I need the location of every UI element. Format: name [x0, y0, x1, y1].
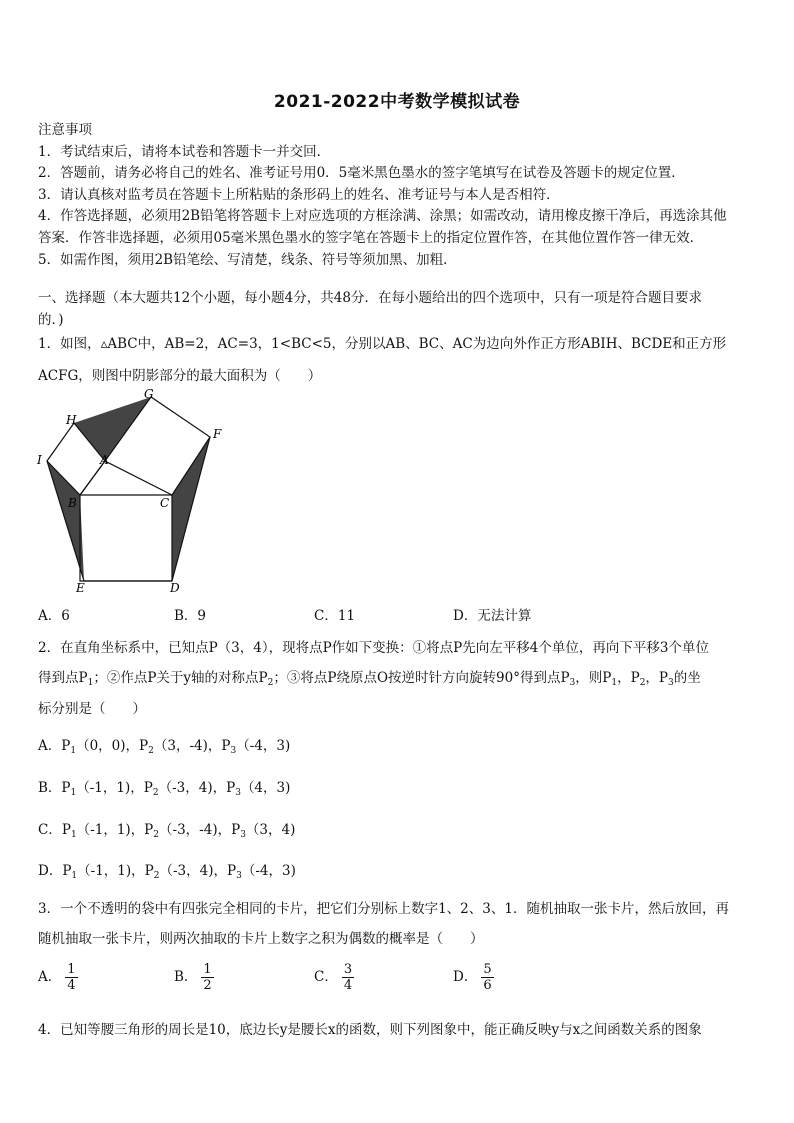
notes-heading: 注意事项 — [38, 122, 92, 138]
exam-title: 2021-2022中考数学模拟试卷 — [273, 92, 521, 112]
q1-geometry-figure — [32, 386, 232, 596]
q1-option-b: B．9 — [174, 608, 207, 624]
label-g: G — [144, 387, 154, 401]
q3-option-c: C． $\frac{3}{4}$ — [314, 962, 353, 993]
q2-option-c: C．$P_1(-1$，1)，$P_2(-3$，-4)，$P_3(3$，4) — [38, 822, 296, 840]
label-c: C — [160, 496, 170, 510]
q2-option-b: B．$P_1(-1$，1)，$P_2(-3$，4)，$P_3(4$，3) — [38, 780, 291, 798]
q1-option-d: D．无法计算 — [453, 608, 532, 624]
q1-text-line2: ACFG，则图中阴影部分的最大面积为（ ） — [38, 368, 322, 384]
q2-option-a: A．$P_1(0$，0)，$P_2(3$，-4)，$P_3(-4$，3) — [38, 738, 291, 756]
q1-option-c: C．11 — [314, 608, 356, 624]
q2-text-line2: 得到点$P_1$；②作点P关于y轴的对称点$P_2$；③将点P绕原点O按逆时针方向旋转90°得到点$P_3$，则$P_1$，$P_2$，$P_3$的坐 — [38, 670, 701, 688]
q3-option-a: A． $\frac{1}{4}$ — [38, 962, 76, 993]
note-item: 2．答题前，请务必将自己的姓名、准考证号用0．5毫米黑色墨水的签字笔填写在试卷及答题卡的规定位置． — [38, 165, 685, 182]
note-item: 4．作答选择题，必须用2B铅笔将答题卡上对应选项的方框涂满、涂黑；如需改动，请用橡皮擦干净后，再选涂其他 — [38, 208, 727, 225]
label-h: H — [66, 413, 77, 427]
square-bcde — [80, 495, 172, 581]
label-i: I — [37, 453, 42, 467]
label-a: A — [100, 453, 109, 467]
notes-block — [38, 120, 727, 271]
label-e: E — [76, 581, 85, 595]
note-item: 1．考试结束后，请将本试卷和答题卡一并交回． — [38, 143, 331, 160]
q3-option-b: B． $\frac{1}{2}$ — [174, 962, 212, 993]
q3-option-d: D． $\frac{5}{6}$ — [453, 962, 492, 993]
q1-option-a: A．6 — [38, 608, 70, 624]
q3-text-line2: 随机抽取一张卡片，则两次抽取的卡片上数字之积为偶数的概率是（ ） — [38, 931, 484, 947]
note-item: 3．请认真核对监考员在答题卡上所粘贴的条形码上的姓名、准考证号与本人是否相符． — [38, 186, 560, 203]
label-d: D — [170, 581, 180, 595]
section-line: 的．) — [38, 312, 64, 328]
note-item: 答案．作答非选择题，必须用05毫米黑色墨水的签字笔在答题卡上的指定位置作答，在其他位置作答一律无效． — [38, 229, 704, 246]
label-b: B — [68, 496, 77, 510]
q2-text-line1: 2．在直角坐标系中，已知点P（3，4），现将点P作如下变换：①将点P先向左平移4个单位，再向下平移3个单位 — [38, 640, 709, 656]
section-line: 一、选择题（本大题共12个小题，每小题4分，共48分．在每小题给出的四个选项中，只有一项是符合题目要求 — [38, 290, 702, 306]
label-f: F — [213, 427, 222, 441]
q3-text-line1: 3．一个不透明的袋中有四张完全相同的卡片，把它们分别标上数字1、2、3、1．随机抽取一张卡片，然后放回，再 — [38, 901, 729, 917]
q2-text-line3: 标分别是（ ） — [38, 701, 146, 717]
q2-option-d: D．$P_1(-1$，1)，$P_2(-3$，4)，$P_3(-4$，3) — [38, 863, 296, 881]
q1-text-line1: 1．如图，▵ABC中，AB=2，AC=3，1<BC<5，分别以AB、BC、AC为边向外作正方形ABIH、BCDE和正方形 — [38, 336, 727, 352]
note-item: 5．如需作图，须用2B铅笔绘、写清楚，线条、符号等须加黑、加粗． — [38, 251, 457, 268]
q4-text-line1: 4．已知等腰三角形的周长是10，底边长y是腰长x的函数，则下列图象中，能正确反映y与x之间函数关系的图象 — [38, 1022, 702, 1038]
section-heading — [38, 287, 702, 331]
